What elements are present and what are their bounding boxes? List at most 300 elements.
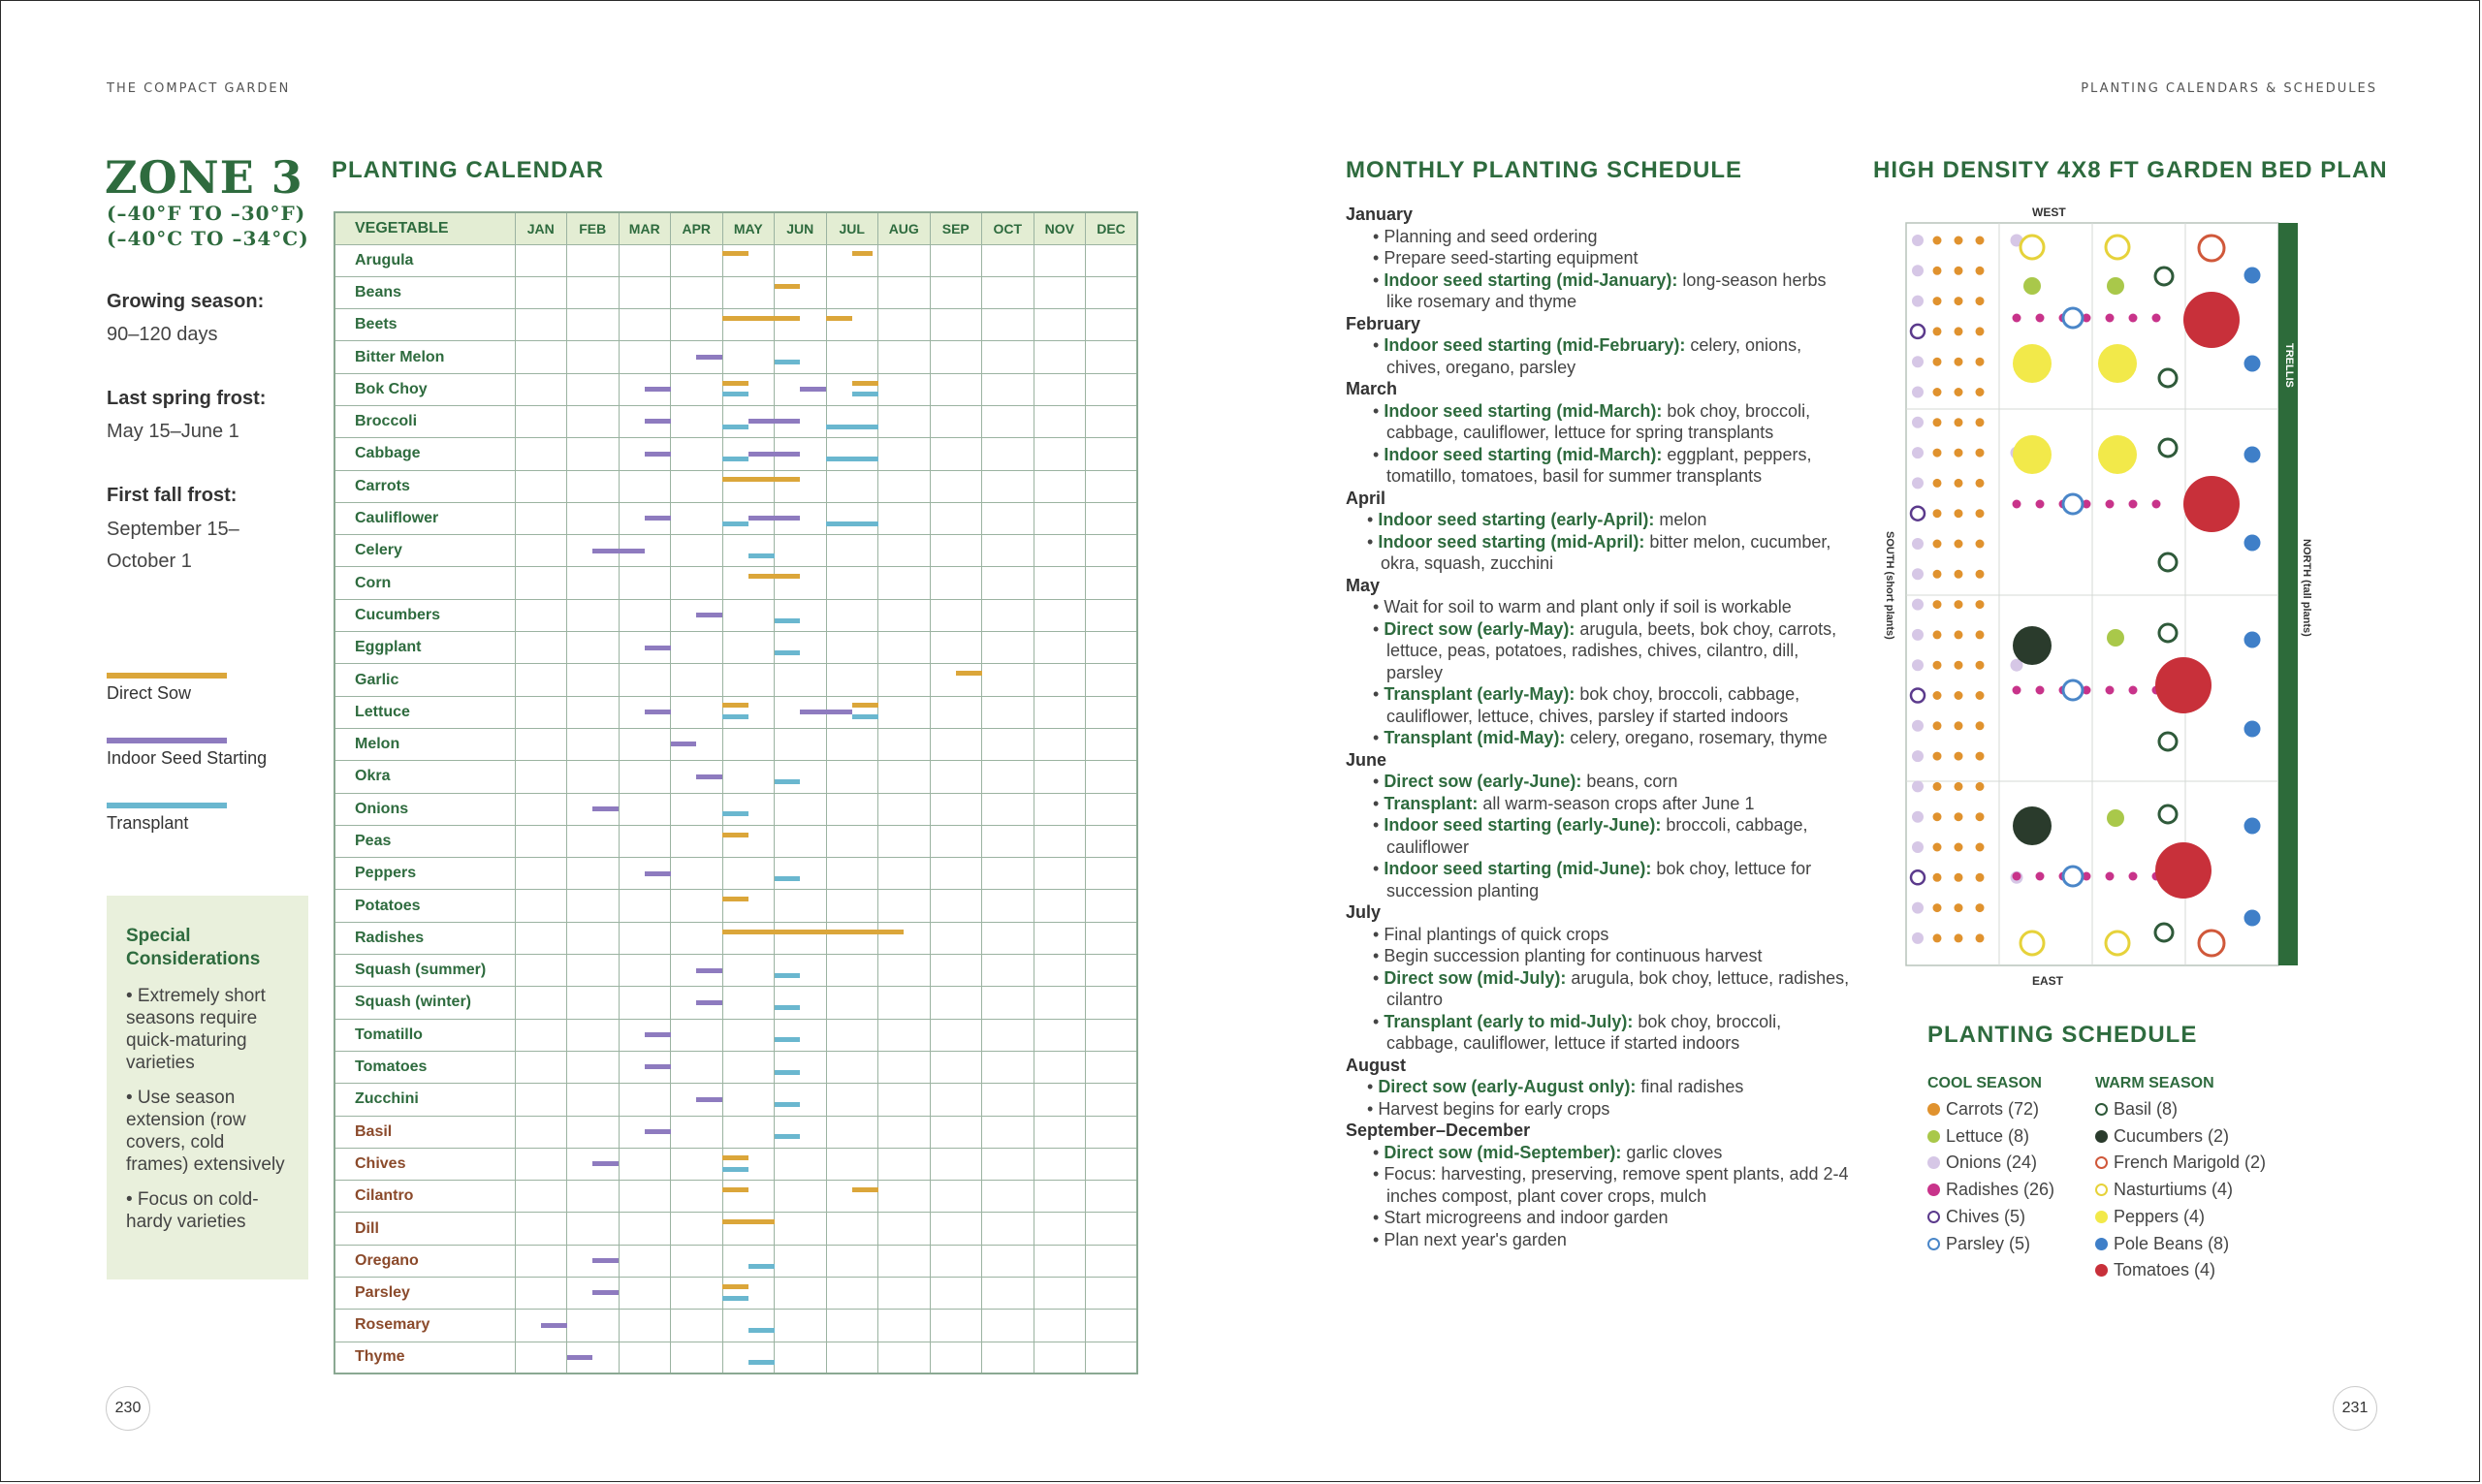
month-cell [619, 341, 671, 373]
schedule-item: • Indoor seed starting (mid-June): bok choy, lettuce for succession planting [1373, 859, 1812, 900]
month-cell [722, 1051, 775, 1083]
month-cell [1034, 1116, 1086, 1148]
nasturtiums-plant-icon [2106, 931, 2129, 955]
calendar-row [334, 1116, 1137, 1148]
month-cell [878, 1342, 931, 1373]
calendar-row [334, 793, 1137, 825]
month-cell [982, 1342, 1034, 1373]
carrots-plant-icon [1955, 782, 1963, 791]
carrots-plant-icon [1955, 600, 1963, 609]
month-cell [1086, 438, 1138, 470]
month-cell [515, 664, 567, 696]
schedule-item: • Plan next year's garden [1373, 1229, 1567, 1249]
month-cell [515, 696, 567, 728]
month-cell [775, 1084, 827, 1116]
month-cell [515, 276, 567, 308]
month-cell [826, 1148, 878, 1180]
month-cell [671, 373, 723, 405]
month-cell [826, 1181, 878, 1213]
crop-name: Melon [334, 728, 515, 760]
month-cell [826, 470, 878, 502]
month-header-sep: SEP [930, 212, 982, 244]
carrots-plant-icon [1955, 297, 1963, 305]
direct-sow-bar [722, 930, 904, 934]
month-cell [1086, 922, 1138, 954]
schedule-item: • Final plantings of quick crops [1373, 924, 1609, 944]
basil-plant-icon [2155, 268, 2173, 285]
month-cell [1086, 825, 1138, 857]
carrots-plant-icon [1976, 509, 1985, 518]
direct-sow-bar [722, 1155, 748, 1160]
month-cell [826, 890, 878, 922]
month-cell [982, 890, 1034, 922]
month-cell [1086, 1148, 1138, 1180]
month-cell [878, 1116, 931, 1148]
month-cell [826, 1116, 878, 1148]
month-cell [722, 922, 775, 954]
direct-sow-bar [956, 671, 982, 676]
carrots-plant-icon [1955, 418, 1963, 426]
legend-entry [1927, 1207, 2025, 1227]
month-header-feb: FEB [567, 212, 620, 244]
carrots-plant-icon [1955, 267, 1963, 275]
month-cell [515, 438, 567, 470]
month-cell [930, 1051, 982, 1083]
month-cell [930, 502, 982, 534]
month-cell [982, 535, 1034, 567]
legend-marker-icon [1927, 1184, 1940, 1196]
month-cell [982, 1019, 1034, 1051]
schedule-item: • Transplant (mid-May): celery, oregano, rosemary, thyme [1373, 728, 1828, 747]
legend-entry [2095, 1180, 2233, 1200]
carrots-plant-icon [1955, 449, 1963, 458]
month-cell [826, 502, 878, 534]
transplant-bar [775, 650, 801, 655]
schedule-item: • Indoor seed starting (early-June): broccoli, cabbage, cauliflower [1373, 815, 1808, 857]
calendar-row [334, 502, 1137, 534]
month-cell [722, 244, 775, 276]
crop-name: Rosemary [334, 1310, 515, 1342]
growing-season-label: Growing season: [107, 291, 265, 312]
direct-sow-bar [722, 833, 748, 837]
month-cell [619, 470, 671, 502]
carrots-plant-icon [1976, 903, 1985, 912]
month-cell [722, 987, 775, 1019]
zone-range-celsius: (–40°C TO –34°C) [107, 227, 309, 250]
radishes-plant-icon [2129, 872, 2138, 881]
crop-name: Tomatillo [334, 1019, 515, 1051]
month-cell [930, 1148, 982, 1180]
month-cell [1086, 502, 1138, 534]
calendar-row [334, 1310, 1137, 1342]
legend-entry [1927, 1234, 2030, 1254]
month-cell [671, 664, 723, 696]
month-cell [826, 664, 878, 696]
month-cell [1034, 1310, 1086, 1342]
month-cell [722, 1084, 775, 1116]
month-cell [930, 955, 982, 987]
month-cell [1034, 470, 1086, 502]
month-cell [878, 1310, 931, 1342]
month-cell [982, 955, 1034, 987]
tomatoes-plant-icon [2183, 292, 2240, 348]
indoor-seed-bar [748, 516, 801, 521]
carrots-plant-icon [1955, 812, 1963, 821]
month-cell [619, 890, 671, 922]
schedule-item: • Direct sow (early-May): arugula, beets, bok choy, carrots, lettuce, peas, potatoes, radishes, chives, cilantro, dill, parsley [1373, 618, 1837, 682]
month-cell [775, 858, 827, 890]
month-cell [619, 244, 671, 276]
month-cell [1034, 1148, 1086, 1180]
month-cell [878, 1148, 931, 1180]
month-cell [1086, 1084, 1138, 1116]
carrots-plant-icon [1955, 933, 1963, 942]
month-cell [1034, 696, 1086, 728]
month-cell [1086, 987, 1138, 1019]
month-cell [515, 728, 567, 760]
basil-plant-icon [2159, 553, 2177, 571]
month-cell [567, 470, 620, 502]
month-cell [930, 567, 982, 599]
indoor-seed-bar [645, 516, 671, 521]
month-cell [930, 309, 982, 341]
month-cell [775, 728, 827, 760]
planting-calendar-title: PLANTING CALENDAR [332, 157, 604, 183]
month-cell [515, 1051, 567, 1083]
month-cell [930, 1116, 982, 1148]
month-cell [722, 470, 775, 502]
schedule-item: • Begin succession planting for continuous harvest [1373, 946, 1763, 965]
month-cell [982, 599, 1034, 631]
schedule-item: • Indoor seed starting (early-April): melon [1367, 510, 1707, 529]
onions-plant-icon [1912, 568, 1924, 580]
carrots-plant-icon [1933, 267, 1942, 275]
radishes-plant-icon [2013, 314, 2021, 323]
month-heading: April [1346, 488, 1386, 508]
month-cell [826, 309, 878, 341]
month-cell [515, 1181, 567, 1213]
month-cell [826, 405, 878, 437]
month-cell [982, 987, 1034, 1019]
month-cell [567, 599, 620, 631]
month-cell [982, 276, 1034, 308]
month-cell [878, 825, 931, 857]
carrots-plant-icon [1955, 509, 1963, 518]
schedule-item: • Focus: harvesting, preserving, remove spent plants, add 2-4 inches compost, plant cover crops, mulch [1373, 1164, 1849, 1206]
month-cell [775, 276, 827, 308]
transplant-bar [748, 1328, 775, 1333]
month-cell [567, 373, 620, 405]
monthly-schedule-title: MONTHLY PLANTING SCHEDULE [1346, 157, 1743, 183]
month-cell [567, 438, 620, 470]
month-cell [878, 502, 931, 534]
month-cell [1086, 309, 1138, 341]
onions-plant-icon [1912, 841, 1924, 853]
carrots-plant-icon [1976, 691, 1985, 700]
carrots-plant-icon [1955, 873, 1963, 882]
month-cell [982, 922, 1034, 954]
month-heading: July [1346, 902, 1382, 922]
month-cell [567, 696, 620, 728]
calendar-header-row [334, 212, 1137, 244]
carrots-plant-icon [1955, 843, 1963, 852]
carrots-plant-icon [1933, 903, 1942, 912]
month-cell [826, 1342, 878, 1373]
peppers-plant-icon [2098, 435, 2137, 474]
transplant-bar [826, 457, 878, 461]
transplant-bar [826, 425, 878, 429]
month-cell [515, 309, 567, 341]
legend-label: Cucumbers (2) [2114, 1125, 2230, 1146]
crop-name: Chives [334, 1148, 515, 1180]
transplant-bar [748, 1264, 775, 1269]
radishes-plant-icon [2129, 500, 2138, 509]
month-cell [1086, 761, 1138, 793]
month-cell [671, 1310, 723, 1342]
month-cell [775, 470, 827, 502]
month-cell [1034, 858, 1086, 890]
month-cell [1086, 405, 1138, 437]
month-cell [930, 858, 982, 890]
radishes-plant-icon [2036, 872, 2045, 881]
monthly-schedule-list [1346, 204, 1850, 1250]
month-cell [775, 309, 827, 341]
month-cell [619, 1278, 671, 1310]
calendar-row [334, 825, 1137, 857]
radishes-plant-icon [2106, 314, 2115, 323]
indoor-seed-bar [696, 613, 722, 617]
month-cell [1034, 276, 1086, 308]
carrots-plant-icon [1933, 812, 1942, 821]
month-cell [775, 1213, 827, 1245]
trellis-bar [2278, 223, 2298, 965]
schedule-item: • Planning and seed ordering [1373, 226, 1598, 246]
month-cell [722, 1278, 775, 1310]
month-cell [878, 1051, 931, 1083]
month-cell [567, 858, 620, 890]
month-cell [878, 1084, 931, 1116]
schedule-item: • Harvest begins for early crops [1367, 1098, 1610, 1119]
calendar-row [334, 438, 1137, 470]
onions-plant-icon [1912, 780, 1924, 792]
carrots-plant-icon [1933, 540, 1942, 549]
schedule-item: • Transplant: all warm-season crops after June 1 [1373, 793, 1755, 813]
month-cell [515, 987, 567, 1019]
indoor-seed-bar [671, 742, 697, 746]
month-cell [878, 1213, 931, 1245]
month-cell [671, 793, 723, 825]
month-cell [1086, 1278, 1138, 1310]
onions-plant-icon [1912, 477, 1924, 489]
radishes-plant-icon [2106, 500, 2115, 509]
month-header-apr: APR [671, 212, 723, 244]
month-cell [1086, 728, 1138, 760]
legend-marker-icon [1927, 1103, 1940, 1116]
month-cell [722, 1310, 775, 1342]
calendar-row [334, 1278, 1137, 1310]
pole-beans-plant-icon [2244, 356, 2261, 372]
indoor-seed-bar [645, 871, 671, 876]
transplant-bar [722, 457, 748, 461]
bed-east-label: EAST [2032, 974, 2064, 988]
month-cell [826, 1019, 878, 1051]
month-cell [1034, 664, 1086, 696]
calendar-row [334, 1213, 1137, 1245]
month-cell [878, 438, 931, 470]
month-cell [982, 728, 1034, 760]
legend-entry [2095, 1126, 2229, 1147]
month-cell [826, 955, 878, 987]
carrots-plant-icon [1933, 479, 1942, 488]
month-cell [515, 825, 567, 857]
month-cell [515, 922, 567, 954]
crop-name: Beans [334, 276, 515, 308]
schedule-item: • Indoor seed starting (mid-March): bok choy, broccoli, cabbage, cauliflower, lettuce for spring transplants [1373, 400, 1811, 442]
month-cell [722, 276, 775, 308]
onions-plant-icon [1912, 265, 1924, 276]
direct-sow-bar [852, 381, 878, 386]
month-cell [515, 1342, 567, 1373]
month-heading: March [1346, 379, 1398, 398]
calendar-row [334, 1084, 1137, 1116]
month-cell [1034, 1084, 1086, 1116]
month-cell [671, 276, 723, 308]
calendar-row [334, 922, 1137, 954]
crop-name: Zucchini [334, 1084, 515, 1116]
month-cell [982, 1051, 1034, 1083]
month-cell [982, 632, 1034, 664]
month-cell [1034, 728, 1086, 760]
month-cell [722, 858, 775, 890]
month-cell [515, 502, 567, 534]
month-cell [722, 309, 775, 341]
carrots-plant-icon [1955, 691, 1963, 700]
month-cell [1034, 341, 1086, 373]
calendar-row [334, 696, 1137, 728]
month-cell [775, 244, 827, 276]
month-cell [722, 955, 775, 987]
crop-name: Garlic [334, 664, 515, 696]
month-cell [567, 632, 620, 664]
indoor-seed-bar [645, 1032, 671, 1037]
month-cell [515, 1116, 567, 1148]
indoor-seed-bar [748, 452, 801, 457]
month-cell [775, 922, 827, 954]
month-cell [515, 1245, 567, 1277]
legend-entry [1927, 1099, 2039, 1120]
legend-entry [1927, 1180, 2054, 1200]
transplant-bar [852, 714, 878, 719]
direct-sow-bar [852, 251, 873, 256]
month-cell [515, 793, 567, 825]
month-cell [930, 373, 982, 405]
month-cell [671, 1245, 723, 1277]
month-cell [722, 373, 775, 405]
calendar-row [334, 309, 1137, 341]
legend-entry [2095, 1260, 2215, 1280]
month-cell [567, 502, 620, 534]
month-cell [1034, 1051, 1086, 1083]
indoor-seed-bar [567, 1355, 593, 1360]
month-cell [826, 1084, 878, 1116]
schedule-item: • Indoor seed starting (mid-March): eggplant, peppers, tomatillo, tomatoes, basil for summer transplants [1373, 444, 1812, 486]
indoor-seed-bar [696, 1000, 722, 1005]
carrots-plant-icon [1955, 570, 1963, 579]
legend-label: Radishes (26) [1946, 1180, 2055, 1200]
onions-plant-icon [1912, 447, 1924, 458]
month-cell [567, 1116, 620, 1148]
month-cell [775, 599, 827, 631]
month-cell [878, 890, 931, 922]
indoor-seed-bar [645, 646, 671, 650]
month-cell [567, 1213, 620, 1245]
month-cell [1086, 535, 1138, 567]
month-cell [982, 761, 1034, 793]
carrots-plant-icon [1976, 388, 1985, 396]
pole-beans-plant-icon [2244, 721, 2261, 738]
bed-north-label: NORTH (tall plants) [2301, 539, 2312, 637]
month-cell [826, 728, 878, 760]
carrots-plant-icon [1933, 661, 1942, 670]
month-cell [775, 632, 827, 664]
month-cell [775, 664, 827, 696]
crop-name: Thyme [334, 1342, 515, 1373]
calendar-row [334, 1245, 1137, 1277]
month-cell [775, 761, 827, 793]
legend-label: Lettuce (8) [1946, 1125, 2030, 1146]
calendar-row [334, 728, 1137, 760]
legend-entry [2095, 1234, 2229, 1254]
crop-name: Squash (winter) [334, 987, 515, 1019]
indoor-seed-bar [592, 1290, 619, 1295]
month-cell [878, 535, 931, 567]
month-header-jun: JUN [775, 212, 827, 244]
crop-name: Cabbage [334, 438, 515, 470]
month-cell [567, 1181, 620, 1213]
month-cell [930, 1245, 982, 1277]
month-cell [775, 1342, 827, 1373]
month-cell [930, 922, 982, 954]
month-cell [1034, 1342, 1086, 1373]
month-cell [826, 244, 878, 276]
month-cell [878, 470, 931, 502]
legend-marker-icon [1927, 1211, 1940, 1223]
month-cell [930, 1342, 982, 1373]
month-cell [619, 664, 671, 696]
direct-sow-bar [722, 1187, 748, 1192]
chives-plant-icon [1911, 325, 1925, 338]
carrots-plant-icon [1933, 933, 1942, 942]
month-cell [515, 1148, 567, 1180]
transplant-bar [775, 1102, 801, 1107]
peppers-plant-icon [2098, 344, 2137, 383]
legend-marker-icon [2095, 1238, 2108, 1250]
month-header-nov: NOV [1034, 212, 1086, 244]
bed-south-label: SOUTH (short plants) [1884, 531, 1895, 640]
direct-sow-bar [722, 381, 748, 386]
schedule-item: • Start microgreens and indoor garden [1373, 1208, 1669, 1227]
legend-marker-icon [1927, 1156, 1940, 1169]
month-cell [826, 793, 878, 825]
month-cell [567, 567, 620, 599]
month-cell [930, 1084, 982, 1116]
month-cell [515, 373, 567, 405]
carrots-plant-icon [1933, 843, 1942, 852]
month-cell [1034, 244, 1086, 276]
month-cell [930, 890, 982, 922]
month-cell [982, 502, 1034, 534]
month-cell [671, 567, 723, 599]
